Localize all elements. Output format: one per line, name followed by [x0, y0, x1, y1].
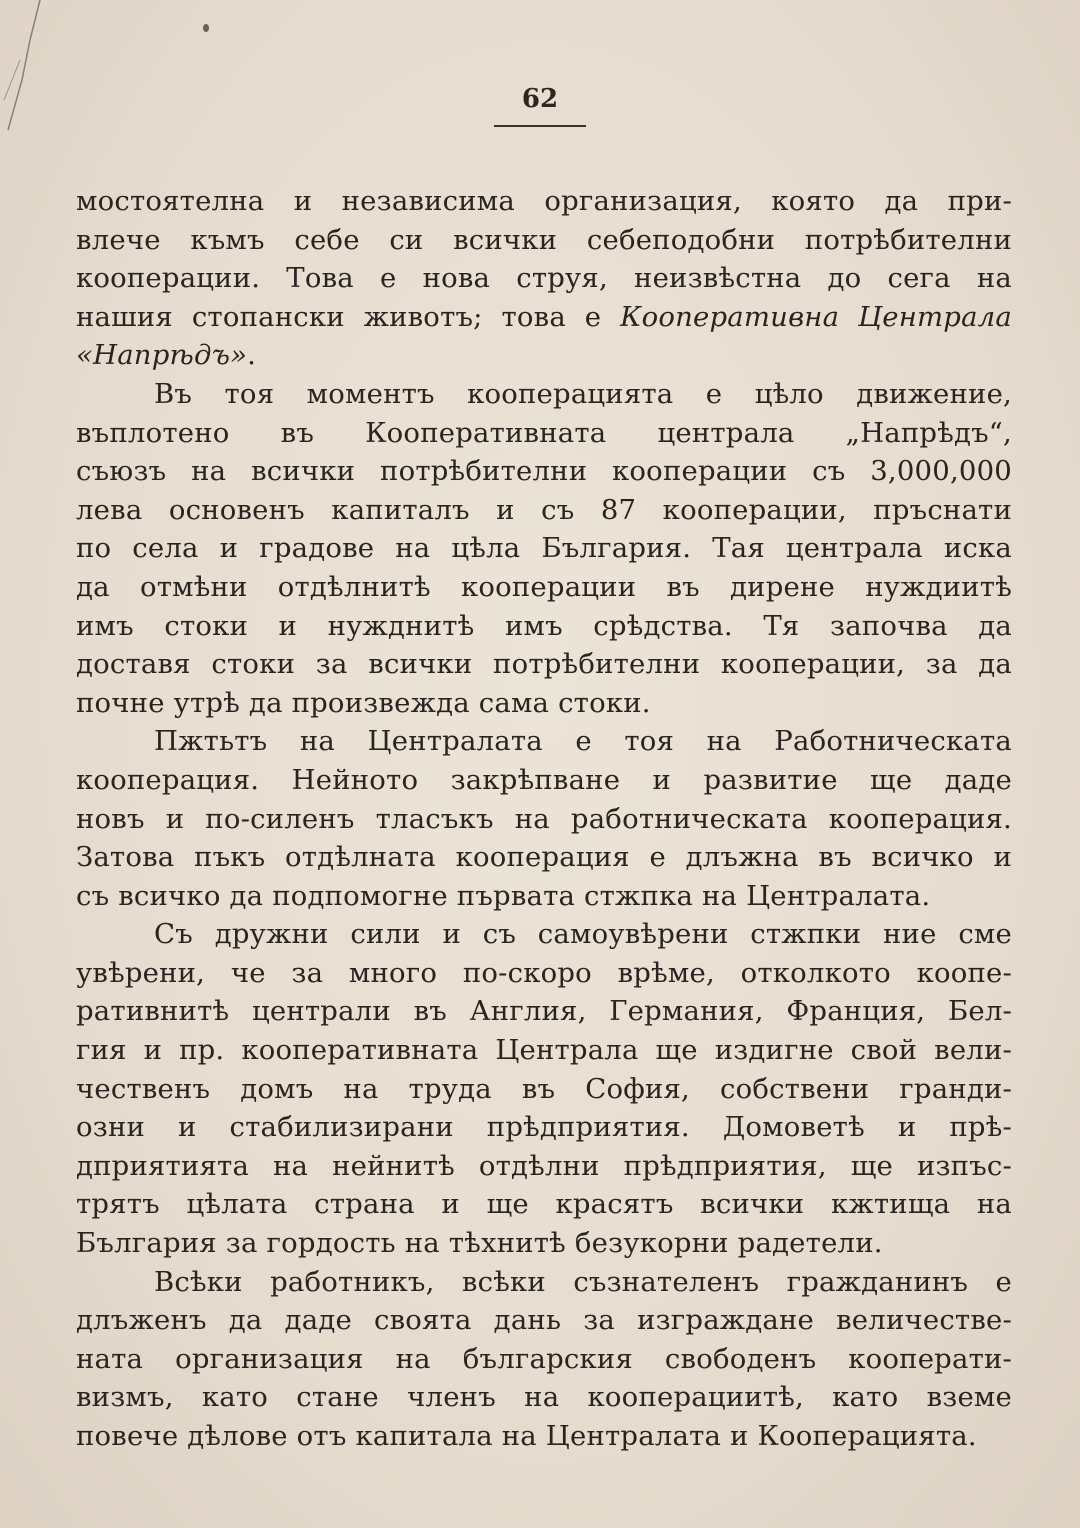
paragraph-2: [76, 375, 1012, 722]
text-line: България за гордость на тѣхнитѣ безукорни радетели.: [76, 1227, 883, 1260]
text-line: Пжтьтъ на Централата е тоя на Работническата: [154, 725, 1012, 758]
text-line: озни и стабилизирани прѣдприятия. Домоветѣ и прѣ-: [76, 1111, 1012, 1144]
emphasis-napred: «Напрѣдъ»: [76, 339, 248, 372]
text-line: чественъ домъ на труда въ София, собствени гранди-: [76, 1072, 1012, 1105]
text-line: мостоятелна и независима организация, която да при-: [76, 185, 1012, 217]
text-line: доставя стоки за всички потрѣбителни кооперации, за да: [76, 648, 1012, 681]
text-line: Съ дружни сили и съ самоувѣрени стжпки ние сме: [154, 918, 1012, 951]
emphasis-cooperative-central: Кооперативна Централа: [620, 300, 1012, 333]
text-run: нашия стопански животъ; това е: [76, 300, 621, 333]
paragraph-3: [76, 722, 1012, 915]
page-number-rule: [494, 125, 586, 127]
text-run: .: [247, 339, 257, 372]
text-line: съ всичко да подпомогне първата стжпка на Централата.: [76, 879, 931, 912]
body-text: [76, 182, 1012, 1456]
text-line: да отмѣни отдѣлнитѣ кооперации въ дирене нуждиитѣ: [76, 570, 1012, 603]
page-edge-scratch: [0, 0, 60, 140]
text-line: лева основенъ капиталъ и съ 87 кооперации, пръснати: [76, 493, 1012, 526]
page-number: 62: [521, 84, 559, 114]
paragraph-4: [76, 915, 1012, 1262]
text-line: гия и пр. кооперативната Централа ще издигне свой вели-: [76, 1034, 1012, 1067]
text-line: влече къмъ себе си всички себеподобни потрѣбителни: [76, 223, 1012, 256]
text-line: увѣрени, че за много по-скоро врѣме, отколкото коопе-: [76, 956, 1012, 989]
text-line: имъ стоки и нужднитѣ имъ срѣдства. Тя започва да: [76, 609, 1012, 642]
text-line: повече дѣлове отъ капитала на Централата и Кооперацията.: [76, 1420, 977, 1452]
text-line: кооперации. Това е нова струя, неизвѣстна до сега на: [76, 262, 1012, 295]
text-line: новъ и по-силенъ тласъкъ на работническата кооперация.: [76, 802, 1012, 835]
text-line: [76, 336, 1012, 375]
paragraph-5: [76, 1263, 1012, 1456]
text-line: Затова пъкъ отдѣлната кооперация е длъжна въ всичко и: [76, 841, 1012, 874]
text-line: визмъ, като стане членъ на кооперациитѣ, като вземе: [76, 1381, 1012, 1414]
text-line: ративнитѣ централи въ Англия, Германия, Франция, Бел-: [76, 995, 1012, 1028]
text-line: ната организация на българския свободенъ кооперати-: [76, 1342, 1012, 1375]
text-line: Всѣки работникъ, всѣки съзнателенъ гражданинъ е: [154, 1265, 1012, 1298]
text-line: почне утрѣ да произвежда сама стоки.: [76, 686, 651, 719]
ink-speck: [203, 24, 209, 32]
paragraph-1: [76, 182, 1012, 375]
text-line: по села и градове на цѣла България. Тая централа иска: [76, 532, 1012, 565]
text-line: [76, 298, 1012, 337]
text-line: длъженъ да даде своята дань за изграждане величестве-: [76, 1304, 1012, 1337]
text-line: кооперация. Нейното закрѣпване и развитие ще даде: [76, 763, 1012, 796]
text-line: въплотено въ Кооперативната централа „Напрѣдъ“,: [76, 416, 1012, 449]
text-line: съюзъ на всички потрѣбителни кооперации съ 3,000,000: [76, 455, 1012, 488]
text-line: трятъ цѣлата страна и ще красятъ всички кжтища на: [76, 1188, 1012, 1221]
text-line: дприятията на нейнитѣ отдѣлни прѣдприятия, ще изпъс-: [76, 1149, 1012, 1182]
text-line: Въ тоя моментъ кооперацията е цѣло движение,: [154, 377, 1012, 410]
